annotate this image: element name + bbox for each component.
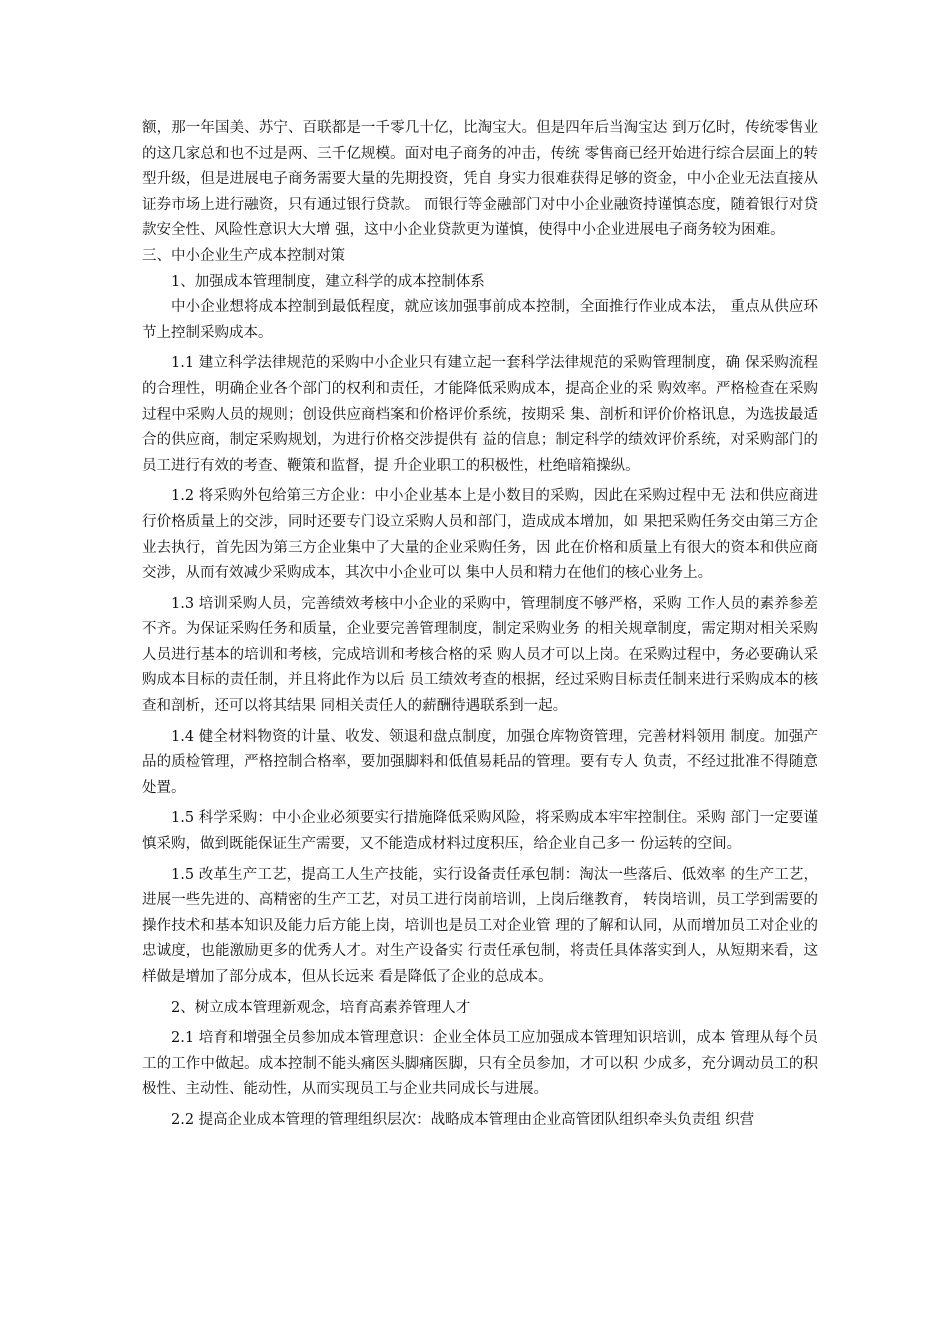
paragraph-intro: 中小企业想将成本控制到最低程度，就应该加强事前成本控制，全面推行作业成本法， 重点从供应环节上控制采购成本。: [142, 299, 818, 341]
paragraph-2-2: 2.2 提高企业成本管理的管理组织层次：战略成本管理由企业高管团队组织牵头负责组 织营: [171, 1111, 755, 1128]
paragraph-1-3: 1.3 培训采购人员，完善绩效考核中小企业的采购中，管理制度不够严格，采购 工作人员的素养参差不齐。为保证采购任务和质量，企业要完善管理制度，制定采购业务 的相关规章制度，需定期对相关采购人员进行基本的培训和考核，完成培训和考核合格的采 购人员才可以上岗。在采购过程中，务必要确认采购成本目标的责任制，并且将此作为以后 员工绩效考查的根据，经过采购目标责任制来进行采购成本的核查和剖析，还可以将其结果 同相关责任人的薪酬待遇联系到一起。: [142, 595, 818, 715]
subsection-heading-2: 2、树立成本管理新观念，培育高素养管理人才: [171, 999, 471, 1016]
paragraph-1-5b: 1.5 改革生产工艺，提高工人生产技能，实行设备责任承包制：淘汰一些落后、低效率 的生产工艺，进展一些先进的、高精密的生产工艺，对员工进行岗前培训，上岗后继教育， 转岗培训，员工学到需要的操作技术和基本知识及能力后方能上岗，培训也是员工对企业管 理的了解和认同，从而增加员工对企业的忠诚度，也能激励更多的优秀人才。对生产设备实 行责任承包制，将责任具体落实到人，从短期来看，这样做是增加了部分成本，但从长远来 看是降低了企业的总成本。: [142, 866, 818, 985]
subsection-heading-1: 1、加强成本管理制度，建立科学的成本控制体系: [171, 273, 485, 290]
paragraph-1-2: 1.2 将采购外包给第三方企业：中小企业基本上是小数目的采购，因此在采购过程中无 法和供应商进行价格质量上的交涉，同时还要专门设立采购人员和部门，造成成本增加，如 果把采购任务交由第三方企业去执行，首先因为第三方企业集中了大量的企业采购任务，因 此在价格和质量上有很大的资本和供应商交涉，从而有效减少采购成本，其次中小企业可以 集中人员和精力在他们的核心业务上。: [142, 488, 818, 582]
paragraph-1-5a: 1.5 科学采购：中小企业必须要实行措施降低采购风险，将采购成本牢牢控制住。采购 部门一定要谨慎采购，做到既能保证生产需要，又不能造成材料过度积压，给企业自己多一 份运转的空间。: [142, 810, 818, 853]
document-page: [142, 116, 818, 1134]
section-heading-3: 三、中小企业生产成本控制对策: [142, 247, 345, 264]
paragraph-2-1: 2.1 培育和增强全员参加成本管理意识：企业全体员工应加强成本管理知识培训，成本 管理从每个员工的工作中做起。成本控制不能头痛医头脚痛医脚，只有全员参加，才可以积 少成多，充分调动员工的积极性、主动性、能动性，从而实现员工与企业共同成长与进展。: [142, 1030, 818, 1098]
paragraph-1-1: 1.1 建立科学法律规范的采购中小企业只有建立起一套科学法律规范的采购管理制度，确 保采购流程的合理性，明确企业各个部门的权利和责任，才能降低采购成本，提高企业的采 购效率。严格检查在采购过程中采购人员的规则；创设供应商档案和价格评价系统，按期采 集、剖析和评价价格讯息，为选拔最适合的供应商，制定采购规划，为进行价格交涉提供有 益的信息；制定科学的绩效评价系统，对采购部门的员工进行有效的考查、鞭策和监督，提 升企业职工的积极性，杜绝暗箱操纵。: [142, 355, 818, 474]
paragraph-continuation: 额，那一年国美、苏宁、百联都是一千零几十亿，比淘宝大。但是四年后当淘宝达 到万亿时，传统零售业的这几家总和也不过是两、三千亿规模。面对电子商务的冲击，传统 零售商已经开始进行综合层面上的转型升级，但是进展电子商务需要大量的先期投资，凭自 身实力很难获得足够的资金，中小企业无法直接从证券市场上进行融资，只有通过银行贷款。 而银行等金融部门对中小企业融资持谨慎态度，随着银行对贷款安全性、风险性意识大大增 强，这中小企业贷款更为谨慎，使得中小企业进展电子商务较为困难。: [142, 120, 818, 239]
paragraph-1-4: 1.4 健全材料物资的计量、收发、领退和盘点制度，加强仓库物资管理，完善材料领用 制度。加强产品的质检管理，严格控制合格率，要加强脚料和低值易耗品的管理。要有专人 负责，不经过批准不得随意处置。: [142, 728, 818, 796]
